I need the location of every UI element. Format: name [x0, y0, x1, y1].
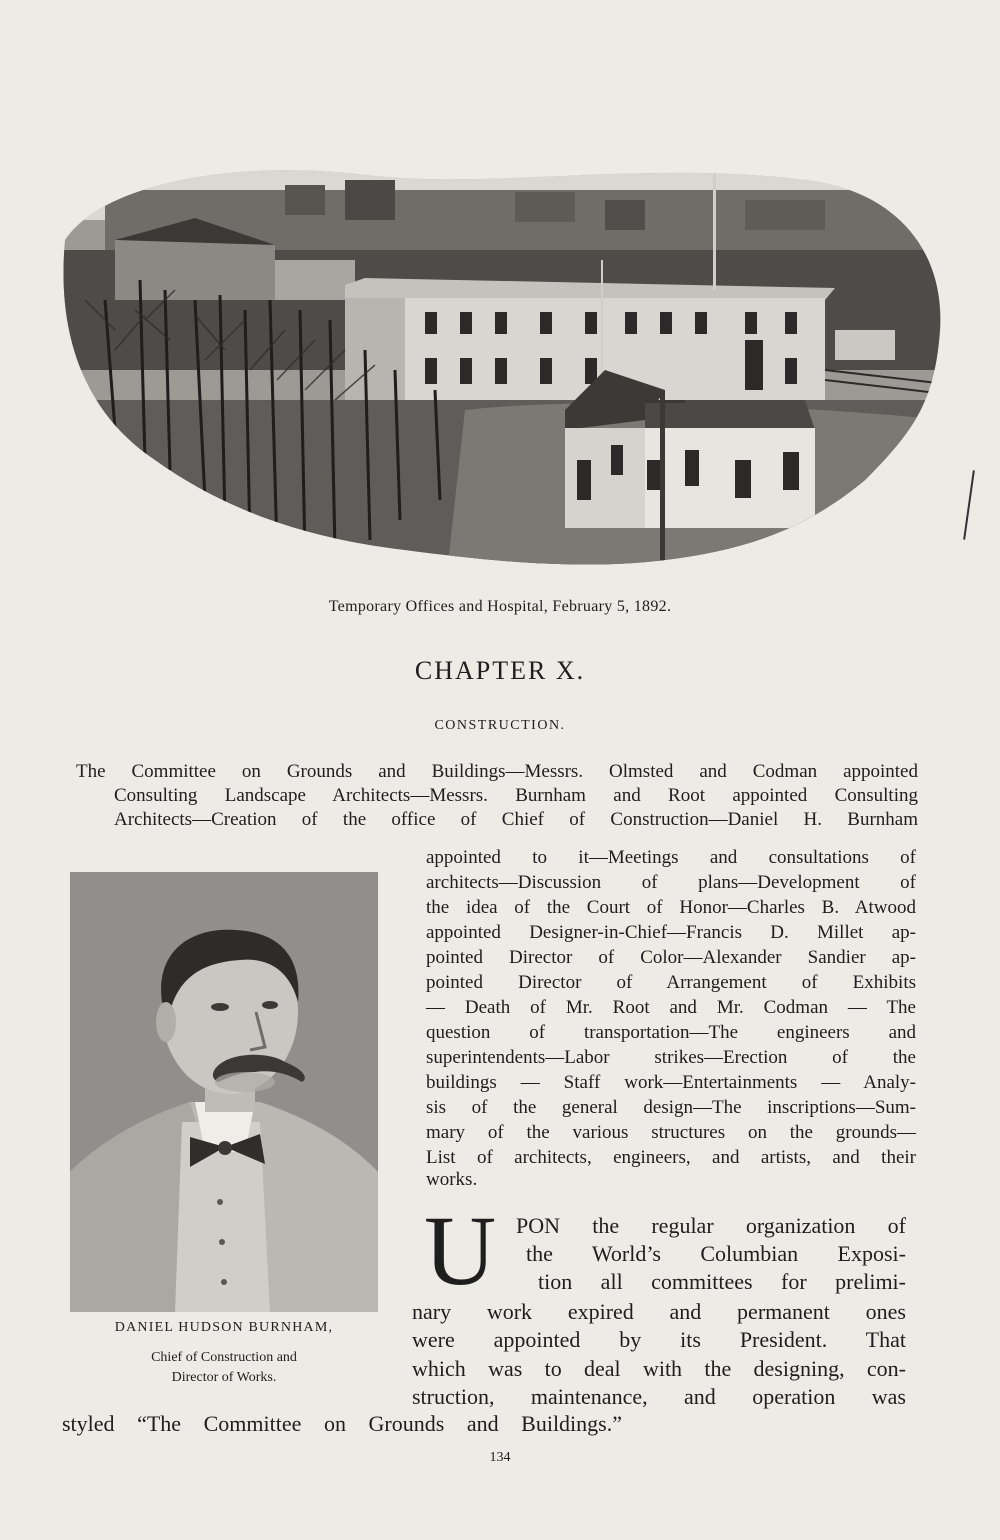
margin-pencil-mark: [963, 470, 975, 540]
photo-caption: Temporary Offices and Hospital, February 5, 1892.: [328, 598, 672, 615]
synopsis-line: the idea of the Court of Honor—Charles B. Atwood: [426, 897, 916, 918]
body-line: nary work expired and permanent ones: [412, 1299, 906, 1324]
body-line: tion all committees for prelimi-: [538, 1269, 906, 1294]
synopsis-line: question of transportation—The engineers and: [426, 1022, 916, 1043]
synopsis-line: List of architects, engineers, and artists, and their: [426, 1147, 916, 1168]
synopsis-line: architects—Discussion of plans—Development of: [426, 872, 916, 893]
synopsis-line: The Committee on Grounds and Buildings—Messrs. Olmsted and Codman appointed: [76, 761, 918, 782]
portrait-role-line: Chief of Construction and: [151, 1350, 297, 1365]
body-line: styled “The Committee on Grounds and Buildings.”: [62, 1411, 622, 1436]
synopsis-line: superintendents—Labor strikes—Erection of the: [426, 1047, 916, 1068]
portrait-role: [60, 1348, 388, 1388]
body-line: PON the regular organization of: [516, 1213, 906, 1238]
chapter-title: CHAPTER X.: [414, 656, 586, 685]
synopsis-line: pointed Director of Arrangement of Exhibits: [426, 972, 916, 993]
body-line: were appointed by its President. That: [412, 1327, 906, 1352]
synopsis-line: — Death of Mr. Root and Mr. Codman — The: [426, 997, 916, 1018]
synopsis-line: sis of the general design—The inscriptions—Sum-: [426, 1097, 916, 1118]
portrait-name: DANIEL HUDSON BURNHAM,: [114, 1320, 334, 1335]
synopsis-line: buildings — Staff work—Entertainments — Analy-: [426, 1072, 916, 1093]
synopsis-line: appointed Designer-in-Chief—Francis D. Millet ap-: [426, 922, 916, 943]
synopsis-line: appointed to it—Meetings and consultations of: [426, 847, 916, 868]
page-number: 134: [489, 1450, 511, 1465]
synopsis-line: mary of the various structures on the grounds—: [426, 1122, 916, 1143]
chapter-subtitle: CONSTRUCTION.: [434, 718, 566, 733]
portrait-role-line: Director of Works.: [171, 1370, 277, 1385]
synopsis-line: works.: [426, 1169, 478, 1190]
synopsis-line: pointed Director of Color—Alexander Sandier ap-: [426, 947, 916, 968]
burnham-portrait: [70, 872, 378, 1312]
body-line: the World’s Columbian Exposi-: [526, 1241, 906, 1266]
temporary-offices-photo: [45, 100, 955, 590]
drop-cap: U: [424, 1195, 497, 1306]
synopsis-line: Architects—Creation of the office of Chief of Construction—Daniel H. Burnham: [114, 809, 918, 830]
body-line: which was to deal with the designing, con-: [412, 1356, 906, 1381]
body-line: struction, maintenance, and operation was: [412, 1384, 906, 1409]
synopsis-line: Consulting Landscape Architects—Messrs. Burnham and Root appointed Consulting: [114, 785, 918, 806]
